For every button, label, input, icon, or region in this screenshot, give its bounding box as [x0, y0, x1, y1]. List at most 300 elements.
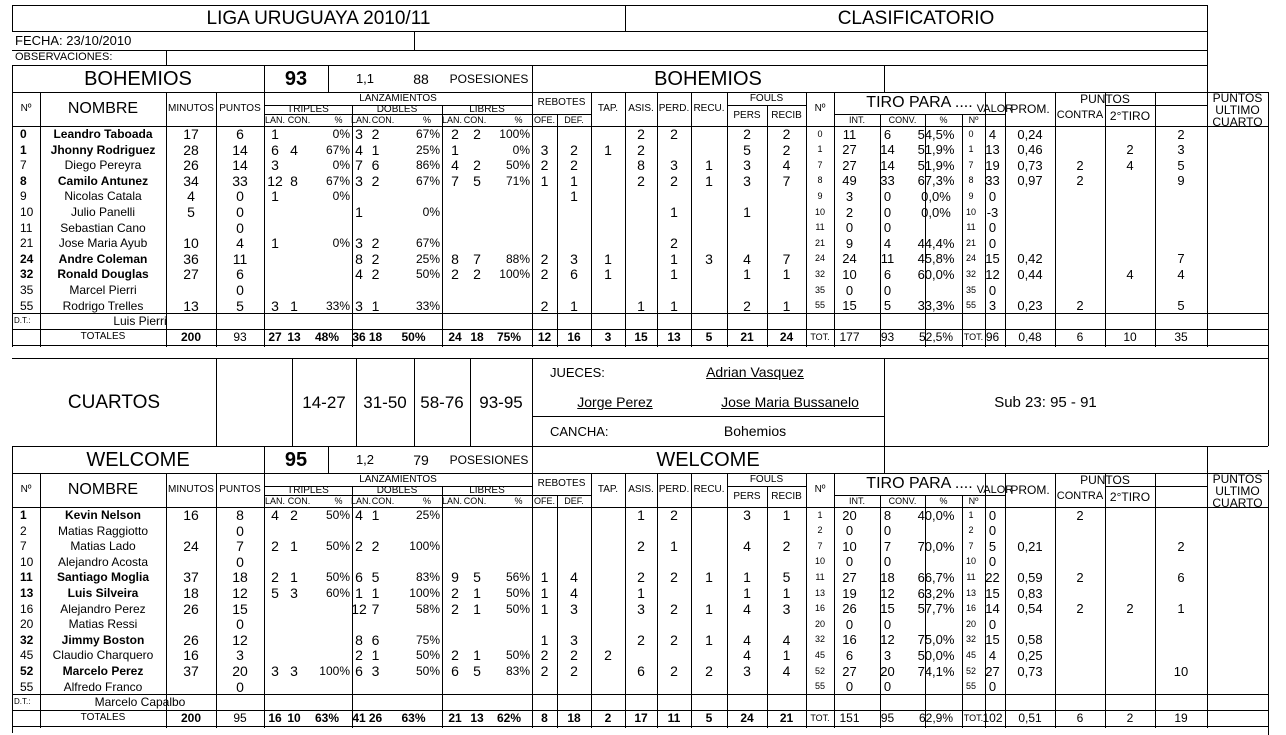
player-pts: 12: [232, 631, 248, 648]
player-pts: 5: [236, 297, 244, 314]
rule: [12, 726, 1268, 727]
player-d-con: 1: [371, 507, 380, 523]
player-t-pct: 0%: [332, 127, 350, 141]
player-int: 0: [845, 282, 854, 298]
col-prom-label: PROM.: [1010, 483, 1050, 497]
player-tap: [591, 663, 625, 679]
col-sub-con-label: CON.: [287, 495, 311, 506]
player-int: 27: [842, 569, 857, 585]
player-d-con: 2: [371, 266, 380, 282]
player-d-lan: 6: [355, 663, 363, 679]
player-n2: 21: [814, 237, 825, 248]
player-pts: 0: [236, 282, 244, 298]
player-valor: 22: [985, 569, 1000, 585]
player-t-con: [286, 616, 302, 632]
team-name: BOHEMIOS: [84, 67, 192, 90]
player-n: 1: [20, 508, 27, 522]
player-tap: [591, 554, 625, 569]
total-t-pct: 63%: [314, 711, 340, 725]
player-d-con: 6: [371, 157, 380, 173]
player-tpct: 51,9%: [917, 142, 955, 157]
rule: [166, 50, 167, 65]
player-def: 2: [570, 663, 578, 679]
player-int: 27: [842, 663, 857, 679]
player-l-lan: [442, 188, 468, 204]
player-d-lan: 6: [355, 569, 363, 585]
player-contra: [1055, 282, 1105, 298]
coach-name: Marcelo Capalbo: [94, 695, 186, 709]
player-tpct: 70,0%: [917, 538, 955, 554]
player-l-con: [468, 142, 486, 157]
player-def: 4: [570, 585, 578, 601]
player-recu: 1: [705, 157, 713, 173]
player-min: 10: [183, 235, 199, 251]
col-sub-lan-label: LAN.: [442, 495, 463, 506]
total-tap: 2: [604, 711, 612, 725]
player-t-pct: [302, 282, 352, 298]
player-n2: 2: [817, 525, 823, 535]
posesiones-label: POSESIONES: [449, 71, 529, 86]
player-def: 1: [570, 297, 578, 314]
rule: [884, 446, 885, 473]
player-l-con: [468, 282, 486, 298]
player-int: 2: [845, 204, 854, 220]
coach-name: Luis Pierri: [113, 314, 167, 328]
player-contra: [1055, 188, 1105, 204]
team-ratio: 1,1: [355, 71, 375, 86]
player-n: 2: [20, 523, 27, 538]
col-puntos-label: PUNTOS: [219, 484, 261, 495]
player-ofe: [532, 507, 557, 523]
player-perd: 1: [670, 250, 678, 267]
player-n3: 10: [965, 556, 976, 566]
player-prom: 0,44: [1017, 266, 1043, 282]
player-ofe: [532, 235, 557, 251]
player-t-con: 3: [290, 585, 298, 601]
player-d-lan: 2: [355, 647, 363, 663]
player-def: [557, 235, 591, 251]
player-recib: 2: [782, 538, 791, 554]
player-conv: 6: [883, 126, 892, 142]
player-recib: 3: [782, 600, 791, 617]
player-recib: 1: [782, 585, 791, 601]
total-recu: 5: [705, 330, 713, 344]
player-tap: 2: [604, 647, 612, 663]
player-asis: 2: [637, 631, 645, 648]
player-l-lan: 2: [451, 126, 459, 142]
player-recib: 2: [782, 126, 791, 142]
player-pers: [727, 679, 767, 694]
total-ofe: 8: [541, 711, 548, 725]
col-recu-label: RECU.: [693, 103, 725, 114]
player-pers: 1: [743, 266, 751, 282]
rule: [1207, 65, 1208, 92]
player-name: Alejandro Perez: [60, 601, 146, 616]
team-ratio: 1,2: [355, 452, 375, 467]
player-recu: 1: [705, 600, 713, 617]
tot-label-2: TOT.: [963, 712, 984, 723]
total-ult: 35: [1174, 330, 1188, 344]
player-recu: [691, 554, 727, 569]
total-asis: 17: [634, 711, 648, 725]
player-n: 7: [20, 539, 27, 553]
player-recib: 5: [782, 569, 791, 585]
player-l-lan: 6: [451, 663, 459, 679]
rule: [1207, 92, 1208, 347]
player-l-con: 2: [473, 157, 481, 173]
col-nombre-label: NOMBRE: [67, 100, 139, 117]
player-perd: [657, 523, 691, 538]
player-conv: 18: [880, 569, 895, 585]
player-recu: [691, 679, 727, 694]
player-def: 2: [570, 157, 578, 173]
col-sub-pct-label: %: [422, 114, 431, 125]
col-sub-con-label: CON.: [287, 114, 311, 125]
player-d-con: [366, 282, 385, 298]
player-l-pct: 71%: [505, 173, 530, 188]
player-name: Leandro Taboada: [53, 127, 153, 141]
player-tap: [591, 538, 625, 554]
quarter-4: 93-95: [479, 392, 523, 412]
player-perd: 2: [670, 663, 678, 679]
player-tpct: [910, 282, 962, 298]
player-t-pct: [302, 647, 352, 663]
player-contra: [1055, 616, 1105, 632]
player-d-lan: [352, 188, 366, 204]
player-valor: 0: [988, 507, 997, 523]
player-asis: [625, 282, 657, 298]
player-ult: 6: [1177, 569, 1185, 585]
player-valor: 0: [988, 616, 997, 632]
player-prom: [1005, 523, 1055, 538]
col-def-label: DEF.: [564, 495, 584, 506]
player-def: 4: [570, 569, 578, 585]
col-num3-label: Nº: [968, 114, 979, 125]
player-d-con: 1: [371, 647, 380, 663]
player-conv: 3: [883, 647, 892, 663]
player-l-con: [468, 298, 486, 313]
player-n2: 1: [817, 144, 823, 154]
player-recu: [691, 266, 727, 282]
player-tpct: 0,0%: [921, 204, 951, 220]
player-recu: [691, 585, 727, 601]
player-ofe: [532, 538, 557, 554]
total-tap: 3: [604, 330, 612, 344]
player-d-pct: 86%: [415, 158, 440, 172]
total-l-lan: 24: [448, 330, 462, 344]
player-tiro2: [1105, 126, 1155, 142]
col-minutos-label: MINUTOS: [168, 103, 214, 114]
player-tiro2: [1105, 554, 1155, 569]
total-l-lan: 21: [448, 711, 462, 725]
quarter-2: 31-50: [363, 392, 407, 412]
observaciones-label: OBSERVACIONES:: [15, 51, 113, 63]
player-pers: [727, 616, 767, 632]
team-score: 93: [284, 67, 308, 90]
player-valor: 0: [988, 554, 997, 569]
player-d-lan: 1: [355, 204, 363, 220]
player-t-pct: 0%: [332, 189, 350, 203]
col-num-label: Nº: [20, 484, 32, 495]
player-ofe: [532, 616, 557, 632]
player-int: 27: [842, 142, 857, 157]
player-l-lan: [442, 298, 468, 313]
player-def: [557, 282, 591, 298]
player-d-pct: 67%: [415, 173, 440, 188]
total-contra: 6: [1076, 330, 1084, 344]
player-def: [557, 679, 591, 694]
team-name-right: BOHEMIOS: [654, 67, 762, 90]
rule: [12, 50, 1207, 51]
player-d-pct: 100%: [409, 586, 440, 600]
player-ofe: 2: [540, 266, 549, 282]
col-recib-label: RECIB: [771, 490, 802, 502]
player-prom: 0,24: [1017, 126, 1043, 142]
player-t-lan: 5: [271, 585, 279, 601]
player-t-lan: [264, 632, 286, 647]
player-n2: 52: [814, 665, 825, 676]
player-l-lan: [442, 235, 468, 251]
col-2tiro-label: 2°TIRO: [1109, 489, 1151, 504]
player-d-pct: 33%: [415, 298, 440, 313]
player-recib: 2: [782, 141, 791, 158]
player-t-con: [286, 157, 302, 173]
player-n: 1: [20, 142, 27, 157]
player-l-con: 5: [473, 663, 481, 679]
player-recib: 4: [782, 631, 791, 648]
col-def-label: DEF.: [564, 114, 584, 125]
player-conv: 14: [880, 157, 895, 173]
player-min: 24: [183, 538, 199, 554]
player-perd: [657, 554, 691, 569]
player-ult: 2: [1177, 538, 1185, 554]
col-nombre-label: NOMBRE: [67, 481, 139, 498]
tot-label-2: TOT.: [963, 331, 984, 342]
player-tpct: 44,4%: [917, 235, 955, 251]
player-d-pct: 50%: [415, 267, 440, 281]
player-asis: 3: [637, 600, 645, 617]
player-name: Alejandro Acosta: [57, 554, 149, 569]
player-l-pct: 50%: [505, 586, 530, 600]
player-tap: [591, 569, 625, 585]
player-min: 13: [183, 297, 199, 314]
player-prom: 0,25: [1017, 647, 1043, 663]
total-contra: 6: [1076, 711, 1084, 725]
player-tpct: 40,0%: [917, 507, 955, 523]
player-name: Kevin Nelson: [64, 508, 142, 522]
player-pers: 1: [743, 204, 751, 220]
player-d-pct: 25%: [415, 251, 440, 266]
player-int: 0: [845, 220, 854, 235]
player-recib: [767, 235, 806, 251]
player-perd: 3: [670, 157, 678, 173]
col-int-label: INT.: [848, 114, 865, 125]
rule: [884, 65, 885, 92]
col-perd-label: PERD.: [658, 103, 690, 114]
player-prom: [1005, 616, 1055, 632]
player-pts: 6: [236, 126, 244, 142]
player-ofe: 1: [540, 172, 549, 189]
player-t-con: [286, 235, 302, 251]
player-l-lan: 2: [451, 585, 459, 601]
player-d-con: 1: [371, 141, 380, 158]
player-t-con: 3: [290, 663, 298, 679]
player-tap: [591, 173, 625, 188]
player-n: 52: [20, 664, 34, 678]
player-valor: 13: [985, 142, 1000, 157]
player-def: [557, 220, 591, 235]
total-d-pct: 63%: [401, 711, 426, 725]
player-name: Alfredo Franco: [63, 679, 143, 694]
player-t-con: 1: [290, 297, 298, 314]
player-min: [166, 616, 216, 632]
player-prom: [1005, 679, 1055, 694]
player-recib: 4: [782, 663, 791, 679]
player-n2: 32: [814, 634, 825, 644]
player-d-con: 7: [371, 600, 380, 617]
player-tap: 1: [604, 250, 612, 267]
player-pts: 7: [236, 538, 244, 554]
player-ofe: [532, 282, 557, 298]
player-tpct: [910, 523, 962, 538]
player-t-lan: [264, 616, 286, 632]
col-num2-label: Nº: [814, 103, 826, 114]
player-d-pct: 58%: [415, 601, 440, 616]
col-sub-lan-label: LAN.: [351, 114, 372, 125]
team-score: 95: [284, 448, 308, 471]
totales-label: TOTALES: [80, 331, 126, 342]
player-ofe: 1: [540, 585, 549, 601]
player-l-pct: [486, 616, 532, 632]
player-ofe: [532, 220, 557, 235]
player-name: Ronald Douglas: [57, 267, 149, 281]
player-l-con: [468, 616, 486, 632]
player-d-pct: 25%: [415, 508, 440, 522]
player-int: 10: [842, 266, 857, 282]
player-ofe: [532, 679, 557, 694]
player-tpct: [910, 220, 962, 235]
player-pts: 33: [232, 172, 248, 189]
player-ult: 4: [1177, 266, 1185, 282]
player-recib: 1: [782, 297, 791, 314]
quarter-1: 14-27: [302, 392, 346, 412]
player-valor: 5: [988, 538, 997, 554]
player-t-lan: 1: [271, 235, 279, 251]
player-tap: [591, 679, 625, 694]
player-asis: 2: [637, 538, 645, 554]
player-l-lan: 2: [451, 600, 459, 617]
col-libres-label: LIBRES: [469, 484, 505, 496]
col-valor-label: VALOR: [976, 102, 1014, 115]
player-prom: 0,23: [1017, 298, 1043, 313]
col-fouls-label: FOULS: [749, 92, 784, 104]
player-l-pct: [486, 204, 532, 220]
player-pts: 0: [236, 616, 244, 632]
player-name: Marcelo Perez: [62, 664, 144, 678]
rule: [1207, 473, 1208, 728]
player-conv: 11: [880, 251, 895, 266]
col-sub-pct-label: %: [514, 495, 523, 506]
player-ult: [1155, 507, 1207, 523]
rule: [12, 345, 1268, 346]
player-int: 19: [842, 585, 857, 601]
player-contra: [1055, 663, 1105, 679]
player-tiro2: [1105, 585, 1155, 601]
col-sub-pct-label: %: [334, 495, 343, 506]
player-t-pct: 50%: [325, 570, 350, 584]
player-contra: [1055, 554, 1105, 569]
player-min: [166, 523, 216, 538]
player-l-con: [468, 204, 486, 220]
total-perd: 13: [667, 330, 681, 344]
player-recu: 1: [705, 172, 713, 189]
player-name: Nicolas Catala: [64, 189, 142, 203]
player-perd: [657, 220, 691, 235]
player-def: 1: [570, 172, 578, 189]
player-t-lan: 3: [271, 297, 279, 314]
player-t-pct: 0%: [332, 236, 350, 250]
referee-1: Adrian Vasquez: [706, 364, 804, 380]
player-recib: 7: [782, 172, 791, 189]
player-d-lan: [352, 616, 366, 632]
player-ult: 7: [1177, 251, 1185, 266]
player-contra: [1055, 251, 1105, 266]
player-n3: 11: [966, 222, 976, 232]
player-int: 6: [845, 647, 854, 663]
player-l-con: [468, 632, 486, 647]
player-t-lan: [264, 251, 286, 266]
player-tpct: 0,0%: [921, 188, 951, 204]
player-valor: 15: [985, 585, 1000, 601]
total-recib: 21: [779, 711, 794, 725]
player-pts: 14: [232, 157, 248, 173]
player-l-pct: [486, 538, 532, 554]
player-pers: 1: [743, 569, 751, 585]
player-l-pct: 83%: [505, 664, 530, 678]
player-contra: [1055, 126, 1105, 142]
player-l-pct: 56%: [505, 570, 530, 584]
player-perd: 2: [670, 126, 678, 142]
player-n2: 13: [814, 587, 825, 598]
player-pers: [727, 220, 767, 235]
dt-label: D.T.:: [14, 697, 31, 706]
player-t-lan: [264, 601, 286, 616]
player-ofe: [532, 126, 557, 142]
col-tap-label: TAP.: [597, 484, 619, 495]
player-t-lan: [264, 220, 286, 235]
player-d-con: [366, 616, 385, 632]
player-min: 26: [183, 157, 199, 173]
dt-label: D.T.:: [14, 316, 31, 325]
player-ult: [1155, 585, 1207, 601]
player-l-pct: 50%: [505, 158, 530, 172]
col-triples-label: TRIPLES: [287, 103, 329, 115]
player-d-pct: 100%: [409, 539, 440, 553]
total-conv: 93: [880, 330, 895, 344]
player-l-con: [468, 507, 486, 523]
player-tpct: 54,5%: [917, 126, 955, 142]
player-recib: [767, 282, 806, 298]
total-prom: 0,51: [1018, 711, 1042, 725]
player-int: 0: [845, 616, 854, 632]
total-tiro2: 10: [1123, 330, 1137, 344]
player-l-lan: [442, 204, 468, 220]
player-conv: 0: [883, 616, 892, 632]
player-tiro2: [1105, 298, 1155, 313]
player-d-lan: [352, 282, 366, 298]
player-min: 28: [183, 141, 199, 158]
player-asis: [625, 204, 657, 220]
